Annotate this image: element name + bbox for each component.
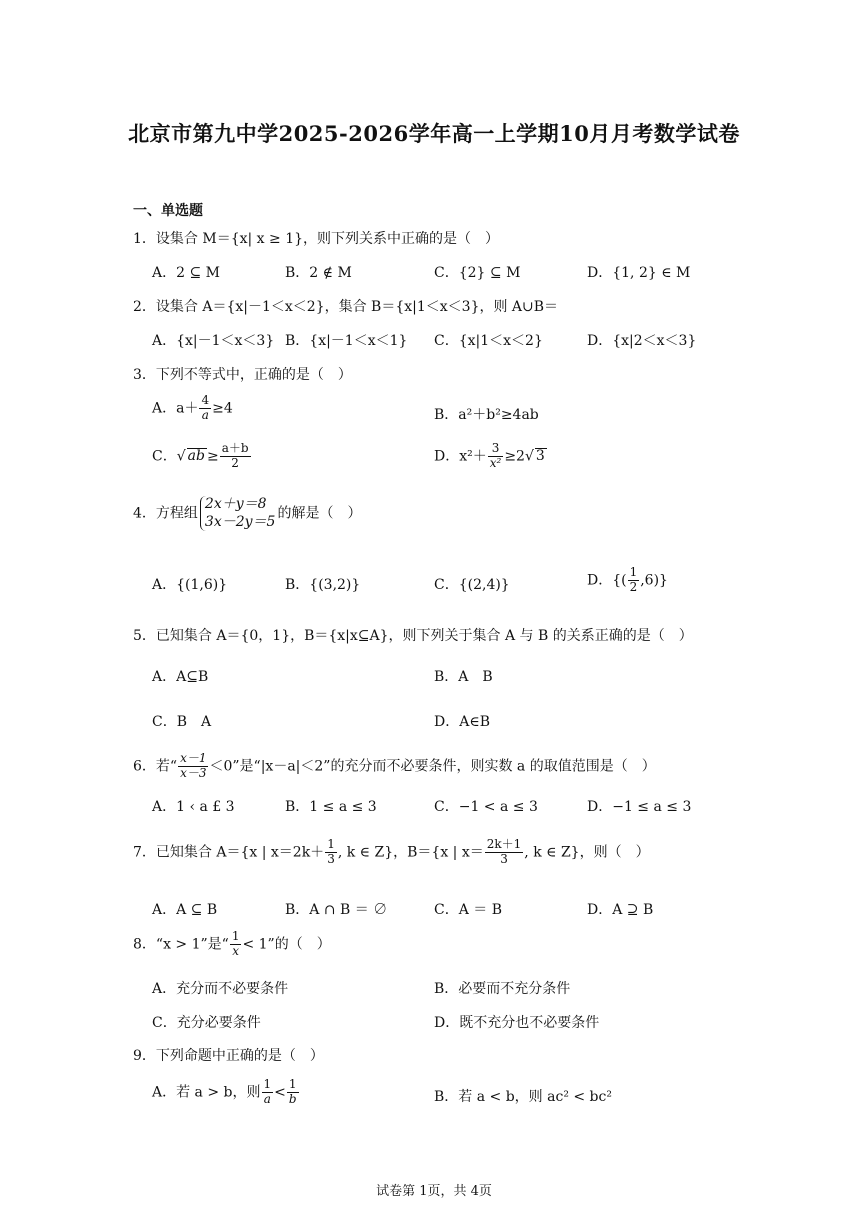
- q3-d-fraction: [488, 442, 504, 471]
- q4-equation-system: [200, 496, 276, 531]
- q3-c-radicand: ab: [187, 448, 205, 465]
- section-title: 一、单选题: [133, 203, 203, 219]
- exam-title: 北京市第九中学2025-2026学年高一上学期10月月考数学试卷: [128, 121, 740, 146]
- q8-option-b[interactable]: B．必要而不充分条件: [434, 981, 571, 997]
- q6-num: x－1: [180, 751, 207, 765]
- question-6-stem: [133, 752, 656, 781]
- q7-set-b-post: , k ∈ Z}: [524, 844, 580, 861]
- q1-option-a[interactable]: A．2 ⊆ M: [152, 265, 220, 281]
- q4-equation-2: 3x－2y＝5: [204, 513, 276, 530]
- q9-a-den2: b: [288, 1091, 297, 1106]
- q7-set-b-pre: {x | x＝: [431, 844, 484, 861]
- q7-set-a-fraction: [325, 838, 337, 867]
- q4-d-prefix: D．{(: [587, 572, 627, 589]
- q7-option-a[interactable]: A．A ⊆ B: [152, 902, 218, 918]
- q2-option-b[interactable]: B．{x|－1＜x＜1}: [285, 333, 408, 349]
- q3-a-den: a: [201, 407, 209, 422]
- q3-option-a[interactable]: [152, 394, 233, 423]
- q3-c-num: a＋b: [221, 441, 249, 455]
- sqrt-icon: √: [176, 448, 186, 465]
- q7-option-d[interactable]: D．A ⊇ B: [587, 902, 654, 918]
- q4-option-d[interactable]: [587, 566, 668, 595]
- q7-option-c[interactable]: C．A ＝ B: [434, 902, 503, 918]
- q7-a-den: 3: [327, 851, 335, 866]
- q5-option-c[interactable]: C．B A: [152, 714, 212, 730]
- q3-option-c[interactable]: [152, 442, 252, 471]
- q3-c-fraction: [220, 442, 251, 471]
- q3-a-suffix: ≥4: [212, 400, 233, 417]
- q1-option-b[interactable]: B．2 ∉ M: [285, 265, 352, 281]
- q9-a-prefix: A．若 a > b，则: [152, 1084, 261, 1101]
- question-1-stem: 1．设集合 M＝{x| x ≥ 1}，则下列关系中正确的是（ ）: [133, 231, 500, 247]
- q3-a-prefix: A．a＋: [152, 400, 199, 417]
- q8-fraction: [230, 930, 242, 959]
- q3-c-relation: ≥: [206, 448, 219, 465]
- q4-equation-1: 2x＋y＝8: [204, 496, 267, 512]
- q3-option-d[interactable]: [434, 442, 547, 471]
- q7-set-b-fraction: [485, 838, 524, 867]
- q6-option-c[interactable]: C．−1 < a ≤ 3: [434, 799, 538, 815]
- q7-option-b[interactable]: B．A ∩ B ＝ ∅: [285, 902, 388, 918]
- question-2-stem: 2．设集合 A＝{x|－1＜x＜2}，集合 B＝{x|1＜x＜3}，则 A∪B＝: [133, 299, 559, 315]
- q2-option-d[interactable]: D．{x|2＜x＜3}: [587, 333, 697, 349]
- q8-option-d[interactable]: D．既不充分也不必要条件: [434, 1015, 600, 1031]
- q4-d-num: 1: [629, 565, 638, 579]
- q8-stem-prefix: 8．“x > 1”是“: [133, 936, 229, 953]
- q3-a-fraction: [199, 394, 211, 423]
- q8-option-a[interactable]: A．充分而不必要条件: [152, 981, 289, 997]
- q3-d-radicand: 3: [535, 448, 545, 465]
- q9-option-a[interactable]: [152, 1078, 300, 1107]
- q5-option-d[interactable]: D．A∈B: [434, 714, 490, 730]
- q4-option-c[interactable]: C．{(2,4)}: [434, 577, 510, 593]
- q3-c-prefix: C．: [152, 448, 177, 465]
- q4-d-fraction: [628, 566, 640, 595]
- q3-d-prefix: D．x²＋: [434, 448, 487, 465]
- q3-option-b[interactable]: B．a²＋b²≥4ab: [434, 407, 539, 423]
- q4-stem-prefix: 4．方程组: [133, 505, 198, 522]
- question-3-stem: 3．下列不等式中，正确的是（ ）: [133, 367, 352, 383]
- q7-b-den: 3: [500, 851, 508, 866]
- q9-a-relation: <: [274, 1084, 286, 1101]
- q7-set-a-post: , k ∈ Z}: [337, 844, 394, 861]
- q8-den: x: [232, 943, 240, 958]
- q1-option-c[interactable]: C．{2} ⊆ M: [434, 265, 521, 281]
- question-8-stem: [133, 930, 331, 959]
- q5-option-a[interactable]: A．A⊆B: [152, 669, 209, 685]
- q7-a-num: 1: [327, 837, 335, 851]
- q6-option-a[interactable]: A．1 ‹ a £ 3: [152, 799, 235, 815]
- q9-a-num2: 1: [287, 1078, 299, 1093]
- q3-a-num: 4: [201, 393, 210, 407]
- page-footer: 试卷第 1页，共 4页: [376, 1184, 492, 1199]
- q6-stem-prefix: 6．若“: [133, 758, 178, 775]
- q7-stem-suffix: ，则（ ）: [579, 844, 650, 861]
- q3-d-num: 3: [488, 442, 504, 457]
- q7-stem-prefix: 7．已知集合 A＝: [133, 844, 241, 861]
- sqrt-icon: √: [524, 448, 534, 465]
- q2-option-a[interactable]: A．{x|－1＜x＜3}: [152, 333, 275, 349]
- q4-stem-suffix: 的解是（ ）: [277, 505, 362, 522]
- q8-stem-suffix: < 1”的（ ）: [242, 936, 331, 953]
- q3-c-den: 2: [231, 455, 239, 470]
- q6-den: x－3: [180, 765, 207, 780]
- q7-stem-mid: ，B＝: [393, 844, 432, 861]
- question-5-stem: 5．已知集合 A＝{0，1}，B＝{x|x⊆A}，则下列关于集合 A 与 B 的关系正确的是（ ）: [133, 628, 693, 644]
- q4-d-suffix: ,6)}: [640, 572, 668, 589]
- question-7-stem: [133, 838, 650, 867]
- q3-d-den: x²: [489, 455, 502, 470]
- q9-a-fraction-2: [287, 1078, 299, 1107]
- q8-option-c[interactable]: C．充分必要条件: [152, 1015, 261, 1031]
- q4-option-b[interactable]: B．{(3,2)}: [285, 577, 361, 593]
- q6-option-d[interactable]: D．−1 ≤ a ≤ 3: [587, 799, 692, 815]
- q4-option-a[interactable]: A．{(1,6)}: [152, 577, 228, 593]
- q8-num: 1: [231, 929, 240, 943]
- q6-option-b[interactable]: B．1 ≤ a ≤ 3: [285, 799, 377, 815]
- q5-option-b[interactable]: B．A B: [434, 669, 493, 685]
- q9-option-b[interactable]: B．若 a < b，则 ac² < bc²: [434, 1089, 612, 1105]
- q9-a-num1: 1: [263, 1077, 272, 1091]
- q7-b-num: 2k＋1: [486, 837, 522, 851]
- q7-set-a-pre: {x | x＝2k＋: [240, 844, 325, 861]
- q9-a-fraction-1: [262, 1078, 274, 1107]
- q9-a-den1: a: [263, 1091, 271, 1106]
- q4-d-den: 2: [629, 579, 638, 594]
- q6-fraction: [178, 752, 208, 781]
- q1-option-d[interactable]: D．{1, 2} ∈ M: [587, 265, 691, 281]
- q2-option-c[interactable]: C．{x|1＜x＜2}: [434, 333, 543, 349]
- q6-stem-suffix: ＜0”是“|x－a|＜2”的充分而不必要条件，则实数 a 的取值范围是（ ）: [209, 758, 656, 775]
- question-4-stem: [133, 496, 361, 531]
- q3-d-relation: ≥2: [504, 448, 525, 465]
- question-9-stem: 9．下列命题中正确的是（ ）: [133, 1048, 324, 1064]
